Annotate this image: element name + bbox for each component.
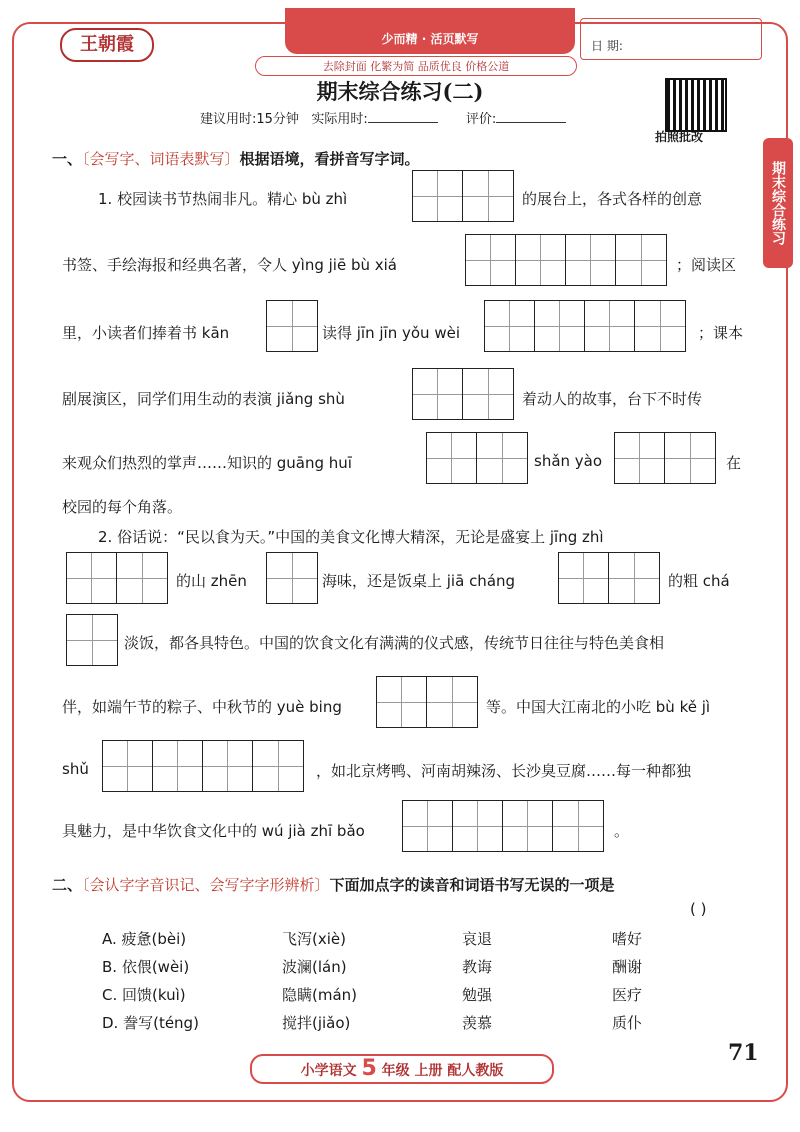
answer-grid[interactable] xyxy=(484,300,686,352)
rating-blank[interactable] xyxy=(496,122,566,123)
section-1-num: 一、 xyxy=(52,150,83,168)
actual-time-blank[interactable] xyxy=(368,122,438,123)
p2-line6b: 。 xyxy=(614,822,630,840)
date-box xyxy=(580,18,762,60)
p1-line1a: 1. 校园读书节热闹非凡。精心 bù zhì xyxy=(98,190,348,208)
answer-grid[interactable] xyxy=(66,552,168,604)
option-b-4: 酬谢 xyxy=(612,958,643,976)
footer-post: 年级 上册 配人教版 xyxy=(381,1063,504,1079)
option-d-2: 搅拌(jiǎo) xyxy=(282,1014,351,1032)
qr-code-icon[interactable] xyxy=(665,78,727,132)
p2-line2b: 海味，还是饭桌上 jiā cháng xyxy=(322,572,516,590)
p2-line2a: 的山 zhēn xyxy=(176,572,247,590)
section-2-text: 下面加点字的读音和词语书写无误的一项是 xyxy=(329,876,615,894)
p1-line2b: ；阅读区 xyxy=(676,256,737,274)
p2-line2c: 的粗 chá xyxy=(668,572,730,590)
option-a-3: 哀退 xyxy=(462,930,493,948)
option-c-3: 勉强 xyxy=(462,986,493,1004)
option-a-1[interactable]: A. 疲惫(bèi) xyxy=(102,930,187,948)
brand-logo: 王朝霞 xyxy=(60,28,154,62)
answer-grid[interactable] xyxy=(558,552,660,604)
option-c-1[interactable]: C. 回馈(kuì) xyxy=(102,986,186,1004)
answer-grid[interactable] xyxy=(426,432,528,484)
footer-grade: 5 xyxy=(361,1056,377,1081)
footer-label xyxy=(250,1054,554,1084)
option-d-3: 羡慕 xyxy=(462,1014,493,1032)
p1-line5a: 来观众们热烈的掌声……知识的 guāng huī xyxy=(62,454,352,472)
p1-line3a: 里，小读者们捧着书 kān xyxy=(62,324,230,342)
p2-line5b: ，如北京烤鸭、河南胡辣汤、长沙臭豆腐……每一种都独 xyxy=(316,762,692,780)
p2-line4a: 伴，如端午节的粽子、中秋节的 yuè bing xyxy=(62,698,342,716)
answer-grid[interactable] xyxy=(614,432,716,484)
suggested-time: 建议用时:15分钟 xyxy=(200,112,299,127)
p2-line6a: 具魅力，是中华饮食文化中的 wú jià zhī bǎo xyxy=(62,822,365,840)
p1-line6: 校园的每个角落。 xyxy=(62,498,183,516)
section-1-text: 根据语境，看拼音写字词。 xyxy=(239,150,420,168)
timing-row xyxy=(200,108,590,127)
answer-grid[interactable] xyxy=(266,300,318,352)
p1-line3b: 读得 jīn jīn yǒu wèi xyxy=(322,324,460,342)
rating-label: 评价: xyxy=(465,112,497,127)
p2-line4b: 等。中国大江南北的小吃 bù kě jì xyxy=(486,698,711,716)
p2-line1: 2. 俗话说：“民以食为天。”中国的美食文化博大精深，无论是盛宴上 jīng zhì xyxy=(98,528,604,546)
section-2-heading xyxy=(52,874,615,895)
p1-line4a: 剧展演区，同学们用生动的表演 jiǎng shù xyxy=(62,390,345,408)
option-b-1[interactable]: B. 依偎(wèi) xyxy=(102,958,190,976)
answer-grid[interactable] xyxy=(266,552,318,604)
option-b-2: 波澜(lán) xyxy=(282,958,347,976)
p1-line3c: ；课本 xyxy=(698,324,744,342)
option-d-1[interactable]: D. 誊写(téng) xyxy=(102,1014,199,1032)
p2-line5a: shǔ xyxy=(62,760,89,778)
footer-pre: 小学语文 xyxy=(300,1063,357,1079)
answer-grid[interactable] xyxy=(402,800,604,852)
option-b-3: 教诲 xyxy=(462,958,493,976)
answer-paren[interactable]: ( ) xyxy=(690,900,707,918)
option-c-2: 隐瞒(mán) xyxy=(282,986,358,1004)
option-d-4: 质仆 xyxy=(612,1014,643,1032)
section-2-num: 二、 xyxy=(52,876,83,894)
p1-line4b: 着动人的故事，台下不时传 xyxy=(522,390,703,408)
p1-line5b: shǎn yào xyxy=(534,452,603,470)
answer-grid[interactable] xyxy=(66,614,118,666)
header-slogan: 少而精 · 活页默写 xyxy=(381,32,479,46)
section-1-tag: 〔会写字、词语表默写〕 xyxy=(82,150,240,168)
answer-grid[interactable] xyxy=(412,170,514,222)
option-c-4: 医疗 xyxy=(612,986,643,1004)
p2-line3: 淡饭，都各具特色。中国的饮食文化有满满的仪式感，传统节日往往与特色美食相 xyxy=(124,634,665,652)
section-1-heading xyxy=(52,148,420,169)
actual-time-label: 实际用时: xyxy=(311,112,368,127)
answer-grid[interactable] xyxy=(376,676,478,728)
page-number: 71 xyxy=(728,1040,759,1066)
p1-line1b: 的展台上，各式各样的创意 xyxy=(522,190,703,208)
p1-line2a: 书签、手绘海报和经典名著，令人 yìng jiē bù xiá xyxy=(62,256,397,274)
answer-grid[interactable] xyxy=(412,368,514,420)
answer-grid[interactable] xyxy=(102,740,304,792)
option-a-2: 飞泻(xiè) xyxy=(282,930,346,948)
qr-label: 拍照批改 xyxy=(655,130,704,144)
option-a-4: 嗜好 xyxy=(612,930,643,948)
header-motto: 去除封面 化繁为简 品质优良 价格公道 xyxy=(255,56,577,76)
section-2-tag: 〔会认字字音识记、会写字字形辨析〕 xyxy=(82,876,330,894)
date-label: 日 期: xyxy=(591,39,623,53)
p1-line5c: 在 xyxy=(726,454,742,472)
page-title: 期末综合练习(二) xyxy=(316,79,484,104)
answer-grid[interactable] xyxy=(465,234,667,286)
side-tab: 期末综合练习 xyxy=(763,138,793,268)
